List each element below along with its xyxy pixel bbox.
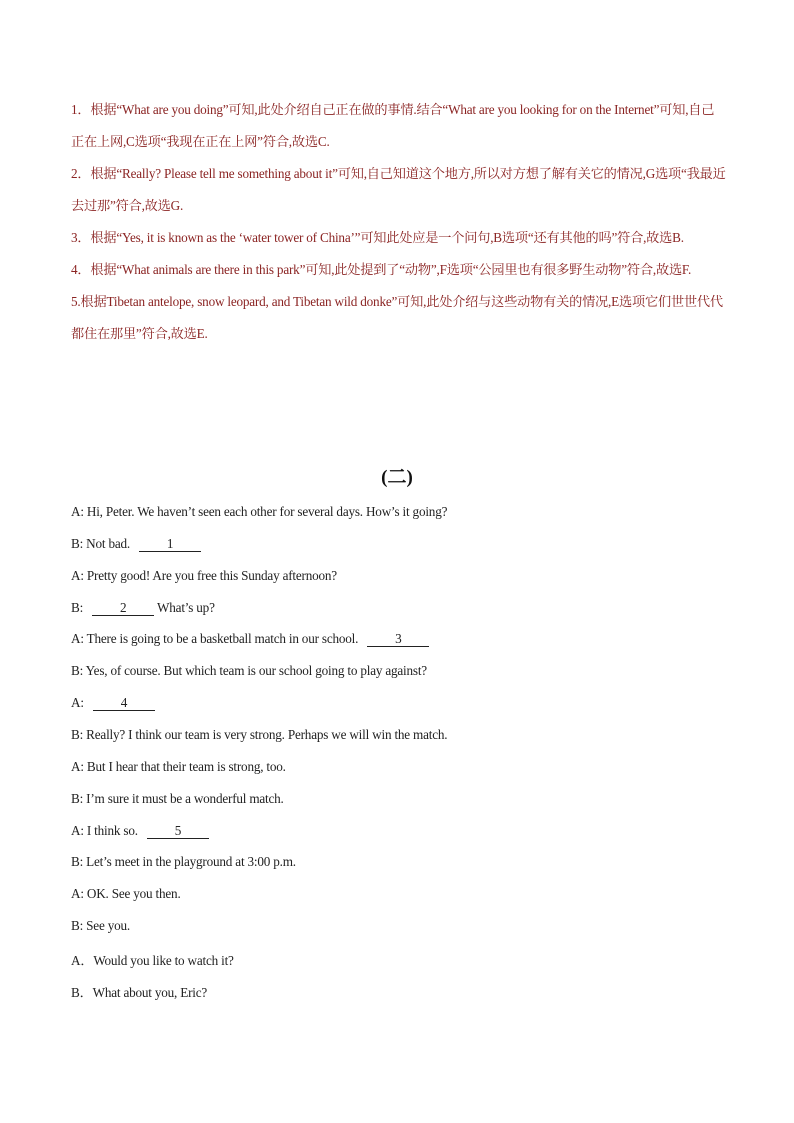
speaker-label: A: [71,695,87,711]
explanation-3: 3．根据“Yes, it is known as the ‘water tower of China’”可知此处应是一个问句,B选项“还有其他的吗”符合,故选B. [71,230,684,245]
speaker-label: A: [71,504,87,519]
dialogue-line [71,823,727,839]
dialogue-line [71,886,727,902]
speaker-label: B: [71,663,86,679]
dialogue-line [71,918,727,934]
speaker-label: A: [71,822,87,838]
option-label: B． [71,984,93,1000]
dialogue-line [71,568,727,584]
explanation-1: 1．根据“What are you doing”可知,此处介绍自己正在做的事情.结合“What are you looking for on the Internet”可知,自己正在上网,C选项“我现在正在上网”符合,故选C. [71,102,715,149]
dialogue-line [71,663,727,679]
dialogue-text: I think so. [86,822,141,838]
explanation-block [71,94,727,350]
answer-blank[interactable]: 4 [93,696,155,711]
dialogue-text: But I hear that their team is strong, too. [86,758,286,774]
option-label: A． [71,952,94,968]
dialogue-text: Really? I think our team is very strong. Perhaps we will win the match. [86,726,448,742]
dialogue-text: Yes, of course. But which team is our school going to play against? [85,663,427,679]
dialogue-line [71,854,727,870]
speaker-label: B: [71,726,87,742]
dialogue-line [71,791,727,807]
option-item [71,950,727,969]
option-text: What about you, Eric? [92,984,208,1000]
explanation-2: 2．根据“Really? Please tell me something about it”可知,自己知道这个地方,所以对方想了解有关它的情况,G选项“我最近去过那”符合,故选G. [71,166,726,213]
dialogue-text: Let’s meet in the playground at 3:00 p.m. [86,854,296,870]
explanation-5: 5.根据Tibetan antelope, snow leopard, and Tibetan wild donke”可知,此处介绍与这些动物有关的情况,E选项它们世世代代都住在那里”符合,故选E. [71,294,723,341]
answer-blank[interactable]: 2 [92,601,154,616]
speaker-label: B: [71,918,87,934]
speaker-label: A: [71,886,87,902]
dialogue-text: There is going to be a basketball match in our school. [86,631,362,647]
answer-blank[interactable]: 3 [367,632,429,647]
option-item [71,982,727,1001]
dialogue-line [71,727,727,743]
dialogue-line [71,600,727,616]
speaker-label: A: [71,758,87,774]
dialogue-text: Hi, Peter. We haven’t seen each other for several days. How’s it going? [86,504,448,519]
speaker-label: B: [71,854,87,870]
speaker-label: B: [71,535,87,551]
section-title: (二) [381,467,413,488]
dialogue-line [71,759,727,775]
explanation-4: 4．根据“What animals are there in this park”可知,此处提到了“动物”,F选项“公园里也有很多野生动物”符合,故选F. [71,262,692,277]
speaker-label: A: [71,567,87,583]
dialogue-line [71,536,727,552]
option-text: Would you like to watch it? [93,952,234,968]
dialogue-line [71,631,727,647]
dialogue-text: Pretty good! Are you free this Sunday afternoon? [86,567,337,583]
dialogue-line [71,504,727,520]
dialogue-text: See you. [86,918,130,934]
dialogue-line [71,695,727,711]
dialogue-text-after: What’s up? [154,599,215,615]
dialogue-text: OK. See you then. [86,886,181,902]
answer-blank[interactable]: 5 [147,824,209,839]
speaker-label: B: [71,599,87,615]
dialogue-text: I’m sure it must be a wonderful match. [86,790,284,806]
speaker-label: A: [71,631,87,647]
answer-blank[interactable]: 1 [139,537,201,552]
speaker-label: B: [71,790,87,806]
dialogue-text: Not bad. [86,535,134,551]
